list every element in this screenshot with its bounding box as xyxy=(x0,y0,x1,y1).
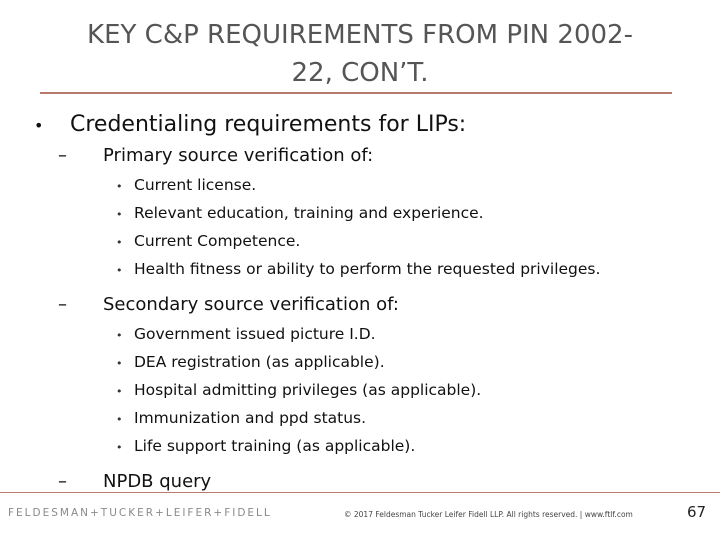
title-line-2: 22, CON’T. xyxy=(291,58,429,88)
bullet-text: Credentialing requirements for LIPs: xyxy=(70,112,467,137)
list-item: • DEA registration (as applicable). xyxy=(116,349,690,377)
list-item: • Life support training (as applicable). xyxy=(116,433,690,461)
bullet-credentialing xyxy=(30,112,690,137)
copyright-text: © 2017 Feldesman Tucker Leifer Fidell LLP. All rights reserved. | www.ftlf.com xyxy=(344,510,633,519)
bullet-icon: • xyxy=(116,236,123,249)
sub-bullet-npdb xyxy=(58,471,690,492)
dash-icon: – xyxy=(58,471,67,492)
sub-bullet-primary xyxy=(58,145,690,166)
bullet-icon: • xyxy=(116,441,123,454)
footer-divider xyxy=(0,492,720,493)
bullet-icon: • xyxy=(116,264,123,277)
bullet-icon: • xyxy=(116,385,123,398)
slide-title xyxy=(40,16,680,92)
sub-bullet-text: Secondary source verification of: xyxy=(103,294,399,315)
slide-body xyxy=(30,112,690,492)
dash-icon: – xyxy=(58,145,67,166)
bullet-icon: • xyxy=(116,208,123,221)
dash-icon: – xyxy=(58,294,67,315)
list-item: • Relevant education, training and experience. xyxy=(116,200,690,228)
bullet-icon: • xyxy=(116,329,123,342)
bullet-icon: • xyxy=(116,180,123,193)
list-item: • Current license. xyxy=(116,172,690,200)
list-item: • Current Competence. xyxy=(116,228,690,256)
primary-items-list xyxy=(116,172,690,284)
list-item: • Health fitness or ability to perform the requested privileges. xyxy=(116,256,690,284)
sub-bullet-secondary xyxy=(58,294,690,315)
page-number: 67 xyxy=(687,503,707,521)
list-item: • Government issued picture I.D. xyxy=(116,321,690,349)
bullet-icon: • xyxy=(116,357,123,370)
sub-bullet-text: Primary source verification of: xyxy=(103,145,374,166)
title-divider xyxy=(40,92,672,94)
sub-bullet-text: NPDB query xyxy=(103,471,212,492)
bullet-icon: • xyxy=(34,116,44,135)
list-item: • Hospital admitting privileges (as applicable). xyxy=(116,377,690,405)
list-item: • Immunization and ppd status. xyxy=(116,405,690,433)
bullet-icon: • xyxy=(116,413,123,426)
title-line-1: KEY C&P REQUIREMENTS FROM PIN 2002- xyxy=(87,20,633,50)
firm-logo: FELDESMAN+TUCKER+LEIFER+FIDELL xyxy=(8,507,272,519)
secondary-items-list xyxy=(116,321,690,461)
